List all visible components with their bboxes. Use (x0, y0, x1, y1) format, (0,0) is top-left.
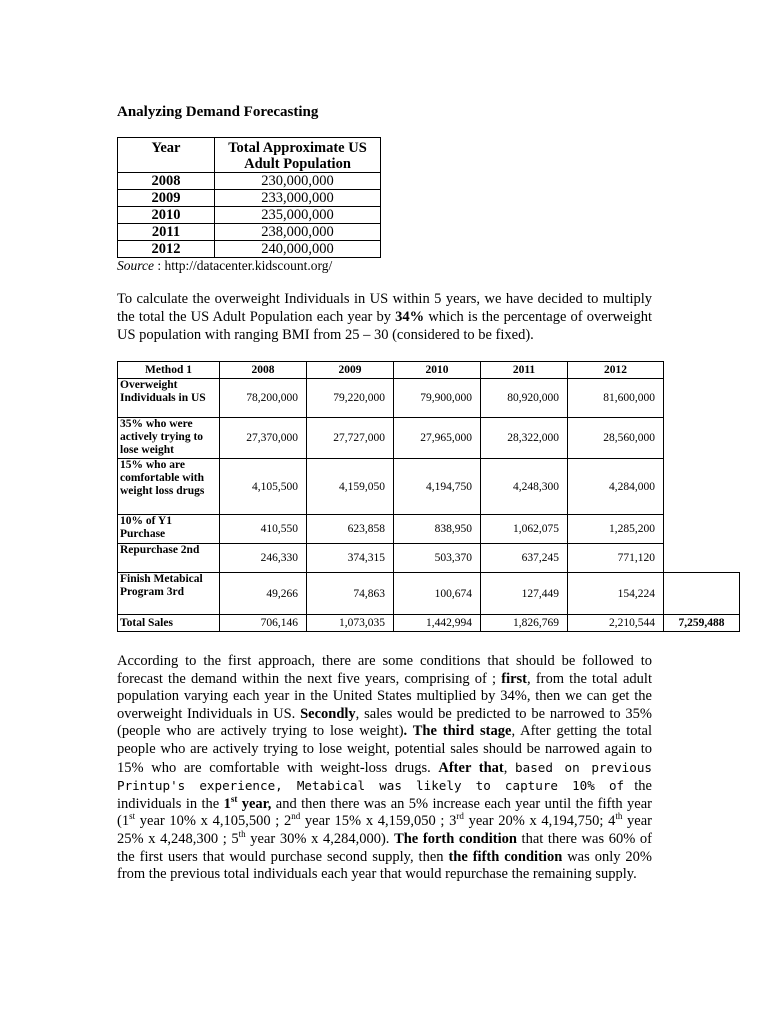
row-label: 35% who were actively trying to lose weight (118, 418, 220, 459)
value-cell: 127,449 (481, 573, 568, 615)
row-label: Finish Metabical Program 3rd (118, 573, 220, 615)
table-row (118, 173, 381, 190)
value-cell: 4,105,500 (220, 459, 307, 515)
ordinal-suffix: rd (456, 811, 464, 822)
row-label: 15% who are comfortable with weight loss drugs (118, 459, 220, 515)
table-row (118, 190, 381, 207)
table-row (118, 544, 740, 573)
value-cell: 4,284,000 (568, 459, 664, 515)
ordinal-suffix: th (615, 811, 623, 822)
analysis-text: year 25% x 4,248,300 ; 5 (117, 813, 653, 847)
document-title: Analyzing Demand Forecasting (117, 104, 319, 120)
method-header-row (118, 362, 740, 379)
grand-total-cell: 7,259,488 (664, 615, 740, 632)
value-cell: 246,330 (220, 544, 307, 573)
source-url: : http://datacenter.kidscount.org/ (154, 258, 333, 273)
source-note (117, 258, 332, 274)
intro-text-1: To calculate the overweight Individuals in US within 5 years, we have decided to multiply the total the US Adult Population each year by (117, 291, 652, 325)
value-cell: 623,858 (307, 515, 394, 544)
total-cell: 1,826,769 (481, 615, 568, 632)
value-cell: 410,550 (220, 515, 307, 544)
year-cell: 2009 (118, 190, 215, 207)
value-cell: 154,224 (568, 573, 664, 615)
analysis-bold: . The third stage (403, 723, 512, 740)
analysis-paragraph (117, 653, 652, 884)
method-1-table (117, 361, 740, 632)
year-header: 2011 (481, 362, 568, 379)
value-cell: 81,600,000 (568, 379, 664, 418)
value-cell: 27,965,000 (394, 418, 481, 459)
ordinal-suffix: st (129, 811, 136, 822)
empty-cell (664, 544, 740, 573)
value-cell: 27,727,000 (307, 418, 394, 459)
analysis-text: , (503, 759, 516, 776)
year-header: 2012 (568, 362, 664, 379)
population-cell: 235,000,000 (215, 207, 381, 224)
value-cell: 374,315 (307, 544, 394, 573)
empty-cell (664, 362, 740, 379)
population-table (117, 137, 381, 258)
analysis-text: , from the total adult population varying each year in the United States multiplied by 34%, then we can get the overweight Individuals in US. (117, 670, 652, 722)
row-label: Overweight Individuals in US (118, 379, 220, 418)
analysis-bold: 1 (223, 795, 231, 812)
analysis-text: and then there was an 5% increase each year until the fifth year (1 (117, 795, 652, 830)
year-cell: 2010 (118, 207, 215, 224)
value-cell: 503,370 (394, 544, 481, 573)
analysis-mono-text: based on previous Printup's experience, Metabical was likely to capture 10% of (117, 759, 652, 794)
analysis-bold: year, (237, 795, 272, 812)
table-row (118, 573, 740, 615)
total-cell: 706,146 (220, 615, 307, 632)
analysis-text: , sales would be predicted to be narrowed to 35% (people who are actively trying to lose weight) (117, 705, 652, 740)
analysis-text: , After getting the total people who are actively trying to lose weight, potential sales should be narrowed again to 15% who are comfortable with weight-loss drugs. (117, 723, 652, 776)
value-cell: 79,900,000 (394, 379, 481, 418)
value-cell: 1,285,200 (568, 515, 664, 544)
table-row (118, 418, 740, 459)
empty-cell (664, 379, 740, 418)
method-header: Method 1 (118, 362, 220, 379)
table-row (118, 459, 740, 515)
analysis-text: year 10% x 4,105,500 ; 2 (135, 813, 292, 830)
total-row (118, 615, 740, 632)
value-cell: 4,159,050 (307, 459, 394, 515)
analysis-text: year 15% x 4,159,050 ; 3 (300, 813, 457, 830)
intro-text-2: which is the percentage of overweight US population with ranging BMI from 25 – 30 (considered to be fixed). (117, 309, 652, 343)
value-cell: 79,220,000 (307, 379, 394, 418)
analysis-text: year 30% x 4,284,000). (245, 830, 395, 847)
total-cell: 1,442,994 (394, 615, 481, 632)
ordinal-suffix: st (230, 793, 238, 804)
population-cell: 240,000,000 (215, 241, 381, 258)
empty-cell (664, 459, 740, 515)
value-cell: 27,370,000 (220, 418, 307, 459)
row-label: Repurchase 2nd (118, 544, 220, 573)
source-label: Source (117, 258, 154, 273)
population-cell: 233,000,000 (215, 190, 381, 207)
year-cell: 2011 (118, 224, 215, 241)
value-cell: 4,248,300 (481, 459, 568, 515)
ordinal-suffix: nd (291, 811, 301, 822)
total-cell: 2,210,544 (568, 615, 664, 632)
value-cell: 28,322,000 (481, 418, 568, 459)
year-header: 2009 (307, 362, 394, 379)
total-cell: 1,073,035 (307, 615, 394, 632)
table-row (118, 515, 740, 544)
year-header: 2010 (394, 362, 481, 379)
year-header: 2008 (220, 362, 307, 379)
empty-cell (664, 573, 740, 615)
year-header: Year (118, 138, 215, 173)
value-cell: 78,200,000 (220, 379, 307, 418)
value-cell: 838,950 (394, 515, 481, 544)
table-row (118, 241, 381, 258)
value-cell: 49,266 (220, 573, 307, 615)
analysis-bold: first (501, 670, 528, 687)
analysis-text: that there was 60% of the first users that would purchase second supply, then (117, 830, 653, 865)
total-label: Total Sales (118, 615, 220, 632)
value-cell: 637,245 (481, 544, 568, 573)
analysis-bold: The forth condition (394, 830, 517, 847)
analysis-text: According to the first approach, there are some conditions that should be followed to forecast the demand within the next five years, comprising of ; (117, 653, 652, 687)
value-cell: 80,920,000 (481, 379, 568, 418)
value-cell: 1,062,075 (481, 515, 568, 544)
intro-paragraph (117, 290, 652, 344)
table-row (118, 379, 740, 418)
population-cell: 238,000,000 (215, 224, 381, 241)
analysis-bold: the fifth condition (448, 848, 563, 865)
value-cell: 74,863 (307, 573, 394, 615)
population-header: Total Approximate US Adult Population (215, 138, 381, 173)
value-cell: 100,674 (394, 573, 481, 615)
analysis-text: year 20% x 4,194,750; 4 (463, 813, 616, 830)
row-label: 10% of Y1 Purchase (118, 515, 220, 544)
population-cell: 230,000,000 (215, 173, 381, 190)
value-cell: 4,194,750 (394, 459, 481, 515)
value-cell: 771,120 (568, 544, 664, 573)
intro-percentage: 34% (395, 309, 425, 325)
year-cell: 2008 (118, 173, 215, 190)
table-row (118, 207, 381, 224)
ordinal-suffix: th (238, 829, 246, 840)
empty-cell (664, 515, 740, 544)
analysis-bold: After that (438, 759, 504, 776)
value-cell: 28,560,000 (568, 418, 664, 459)
analysis-bold: Secondly (300, 705, 356, 722)
population-header-row (118, 138, 381, 173)
table-row (118, 224, 381, 241)
analysis-text: was only 20% from the previous total individuals each year that would repurchase the remaining supply. (117, 848, 652, 883)
year-cell: 2012 (118, 241, 215, 258)
empty-cell (664, 418, 740, 459)
analysis-text: the individuals in the (117, 778, 652, 812)
